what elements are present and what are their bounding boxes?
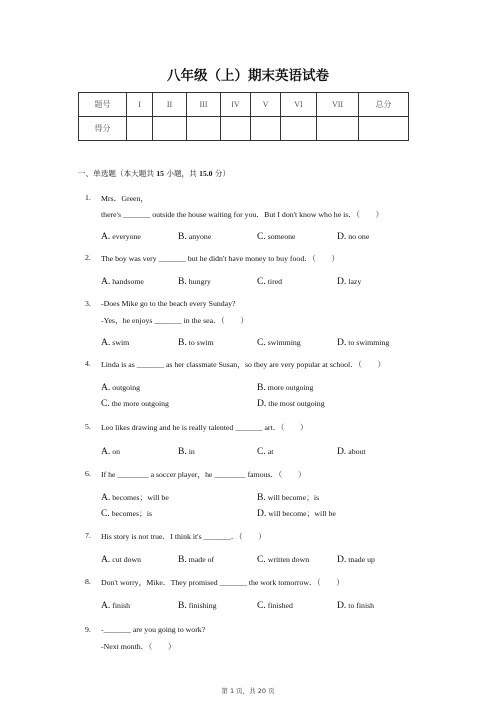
score-cell (221, 117, 251, 141)
question-number: 6. (85, 469, 91, 478)
page-title: 八年级（上）期末英语试卷 (167, 68, 329, 84)
answer-option[interactable] (178, 276, 211, 287)
option-text: finished (267, 601, 293, 610)
answer-option[interactable] (257, 398, 325, 409)
option-letter: A. (101, 337, 111, 348)
option-text: cut down (112, 555, 142, 564)
score-cell (317, 117, 359, 141)
question-text: Leo likes drawing and he is really talented _______ art．（ ） (101, 423, 308, 432)
question-number: 7. (85, 531, 91, 540)
option-letter: B. (257, 492, 266, 503)
score-cell (281, 117, 317, 141)
option-text: lazy (348, 277, 362, 286)
option-letter: D. (337, 231, 347, 242)
option-text: on (112, 447, 121, 456)
answer-option[interactable] (337, 600, 374, 611)
option-letter: C. (257, 231, 266, 242)
option-letter: D. (337, 600, 347, 611)
option-letter: C. (257, 337, 266, 348)
answer-option[interactable] (337, 554, 375, 565)
answer-option[interactable] (257, 337, 301, 348)
option-text: made of (188, 555, 215, 564)
score-cell (359, 117, 409, 141)
section-heading: 一、单选题（本大题共 15 小题，共 15.0 分） (78, 169, 231, 178)
answer-option[interactable] (101, 276, 144, 287)
option-text: written down (267, 555, 310, 564)
option-text: to swim (188, 338, 214, 347)
option-letter: A. (101, 446, 111, 457)
answer-option[interactable] (101, 508, 152, 519)
answer-option[interactable] (178, 231, 211, 242)
answer-option[interactable] (101, 337, 129, 348)
option-text: about (348, 447, 366, 456)
score-cell (153, 117, 187, 141)
question-number: 4. (85, 359, 91, 368)
option-text: finish (112, 601, 131, 610)
option-text: swimming (267, 338, 301, 347)
answer-option[interactable] (337, 337, 389, 348)
option-letter: D. (337, 446, 347, 457)
answer-option[interactable] (101, 600, 130, 611)
option-letter: B. (178, 276, 187, 287)
option-text: handsome (112, 277, 144, 286)
answer-option[interactable] (257, 446, 273, 457)
header-cell: IV (221, 93, 251, 117)
option-letter: A. (101, 276, 111, 287)
option-text: the more outgoing (111, 399, 169, 408)
answer-option[interactable] (257, 276, 282, 287)
header-cell: III (187, 93, 221, 117)
answer-option[interactable] (101, 231, 141, 242)
option-letter: C. (257, 276, 266, 287)
option-text: will become；will be (268, 509, 336, 518)
answer-option[interactable] (257, 554, 309, 565)
option-letter: A. (101, 554, 111, 565)
score-cell (127, 117, 153, 141)
question-text: Mrs．Green， (101, 194, 149, 203)
header-cell: V (251, 93, 281, 117)
answer-option[interactable] (101, 446, 120, 457)
answer-option[interactable] (101, 492, 169, 503)
option-text: will become；is (267, 493, 320, 502)
answer-option[interactable] (257, 231, 295, 242)
option-text: becomes；is (111, 509, 153, 518)
question-number: 8. (85, 577, 91, 586)
header-cell: VII (317, 93, 359, 117)
score-cell (251, 117, 281, 141)
answer-option[interactable] (257, 492, 319, 503)
option-letter: C. (257, 600, 266, 611)
option-letter: B. (178, 600, 187, 611)
question-text: Linda is as _______ as her classmate Susan，so they are very popular at school．（ ） (101, 360, 386, 369)
question-text: His story is not true．I think it's _______．（ ） (101, 532, 266, 541)
option-text: in (188, 447, 195, 456)
answer-option[interactable] (257, 382, 313, 393)
answer-option[interactable] (178, 554, 214, 565)
option-text: everyone (112, 232, 141, 241)
option-text: at (267, 447, 274, 456)
header-cell: 总分 (359, 93, 409, 117)
option-text: hungry (188, 277, 211, 286)
option-text: to swimming (348, 338, 390, 347)
option-text: no one (348, 232, 370, 241)
header-cell: I (127, 93, 153, 117)
option-text: outgoing (112, 383, 141, 392)
option-text: tired (267, 277, 283, 286)
option-letter: D. (337, 554, 347, 565)
answer-option[interactable] (257, 508, 336, 519)
question-number: 9. (85, 625, 91, 634)
option-text: the most outgoing (268, 399, 325, 408)
option-letter: D. (337, 276, 347, 287)
row-label: 得分 (79, 117, 127, 141)
option-text: finishing (188, 601, 217, 610)
question-number: 5. (85, 422, 91, 431)
option-letter: C. (101, 508, 110, 519)
header-cell: II (153, 93, 187, 117)
answer-option[interactable] (337, 446, 366, 457)
answer-option[interactable] (101, 554, 141, 565)
question-text: If he ________ a soccer player，he ________ famous．（ ） (101, 470, 306, 479)
option-text: made up (348, 555, 375, 564)
option-letter: C. (257, 446, 266, 457)
option-text: becomes；will be (112, 493, 169, 502)
header-cell: VI (281, 93, 317, 117)
question-text: Don't worry，Mike．They promised _______ the work tomorrow．（ ） (101, 578, 345, 587)
option-letter: B. (257, 382, 266, 393)
option-letter: B. (178, 231, 187, 242)
option-letter: B. (178, 337, 187, 348)
answer-option[interactable] (178, 337, 214, 348)
score-cell (187, 117, 221, 141)
option-text: more outgoing (267, 383, 314, 392)
option-letter: C. (257, 554, 266, 565)
header-cell: 题号 (79, 93, 127, 117)
option-text: swim (112, 338, 130, 347)
option-letter: A. (101, 492, 111, 503)
question-number: 1. (85, 193, 91, 202)
score-table (78, 92, 409, 141)
question-text: The boy was very _______ but he didn't have money to buy food．（ ） (101, 254, 340, 263)
question-number: 2. (85, 253, 91, 262)
page-footer: 第 1 页，共 20 页 (221, 687, 275, 695)
question-text: -_______ are you going to work? (101, 625, 206, 634)
answer-option[interactable] (337, 231, 369, 242)
option-text: anyone (188, 232, 212, 241)
score-table-header-row (79, 93, 409, 117)
option-letter: B. (178, 554, 187, 565)
question-text: -Yes，he enjoys _______ in the sea．（ ） (101, 316, 249, 325)
option-letter: A. (101, 382, 111, 393)
answer-option[interactable] (101, 398, 169, 409)
option-letter: A. (101, 231, 111, 242)
question-number: 3. (85, 299, 91, 308)
score-table-score-row (79, 117, 409, 141)
question-text: -Next month．（ ） (101, 642, 176, 651)
answer-option[interactable] (257, 600, 293, 611)
answer-option[interactable] (101, 382, 140, 393)
question-text: -Does Mike go to the beach every Sunday? (101, 299, 236, 308)
option-letter: C. (101, 398, 110, 409)
option-letter: A. (101, 600, 111, 611)
option-text: to finish (348, 601, 375, 610)
option-letter: D. (257, 398, 267, 409)
answer-option[interactable] (178, 600, 217, 611)
answer-option[interactable] (337, 276, 361, 287)
option-letter: B. (178, 446, 187, 457)
answer-option[interactable] (178, 446, 195, 457)
option-text: someone (267, 232, 296, 241)
option-letter: D. (337, 337, 347, 348)
option-letter: D. (257, 508, 267, 519)
question-text: there's _______ outside the house waiting for you．But I don't know who he is．（ ） (101, 210, 384, 219)
